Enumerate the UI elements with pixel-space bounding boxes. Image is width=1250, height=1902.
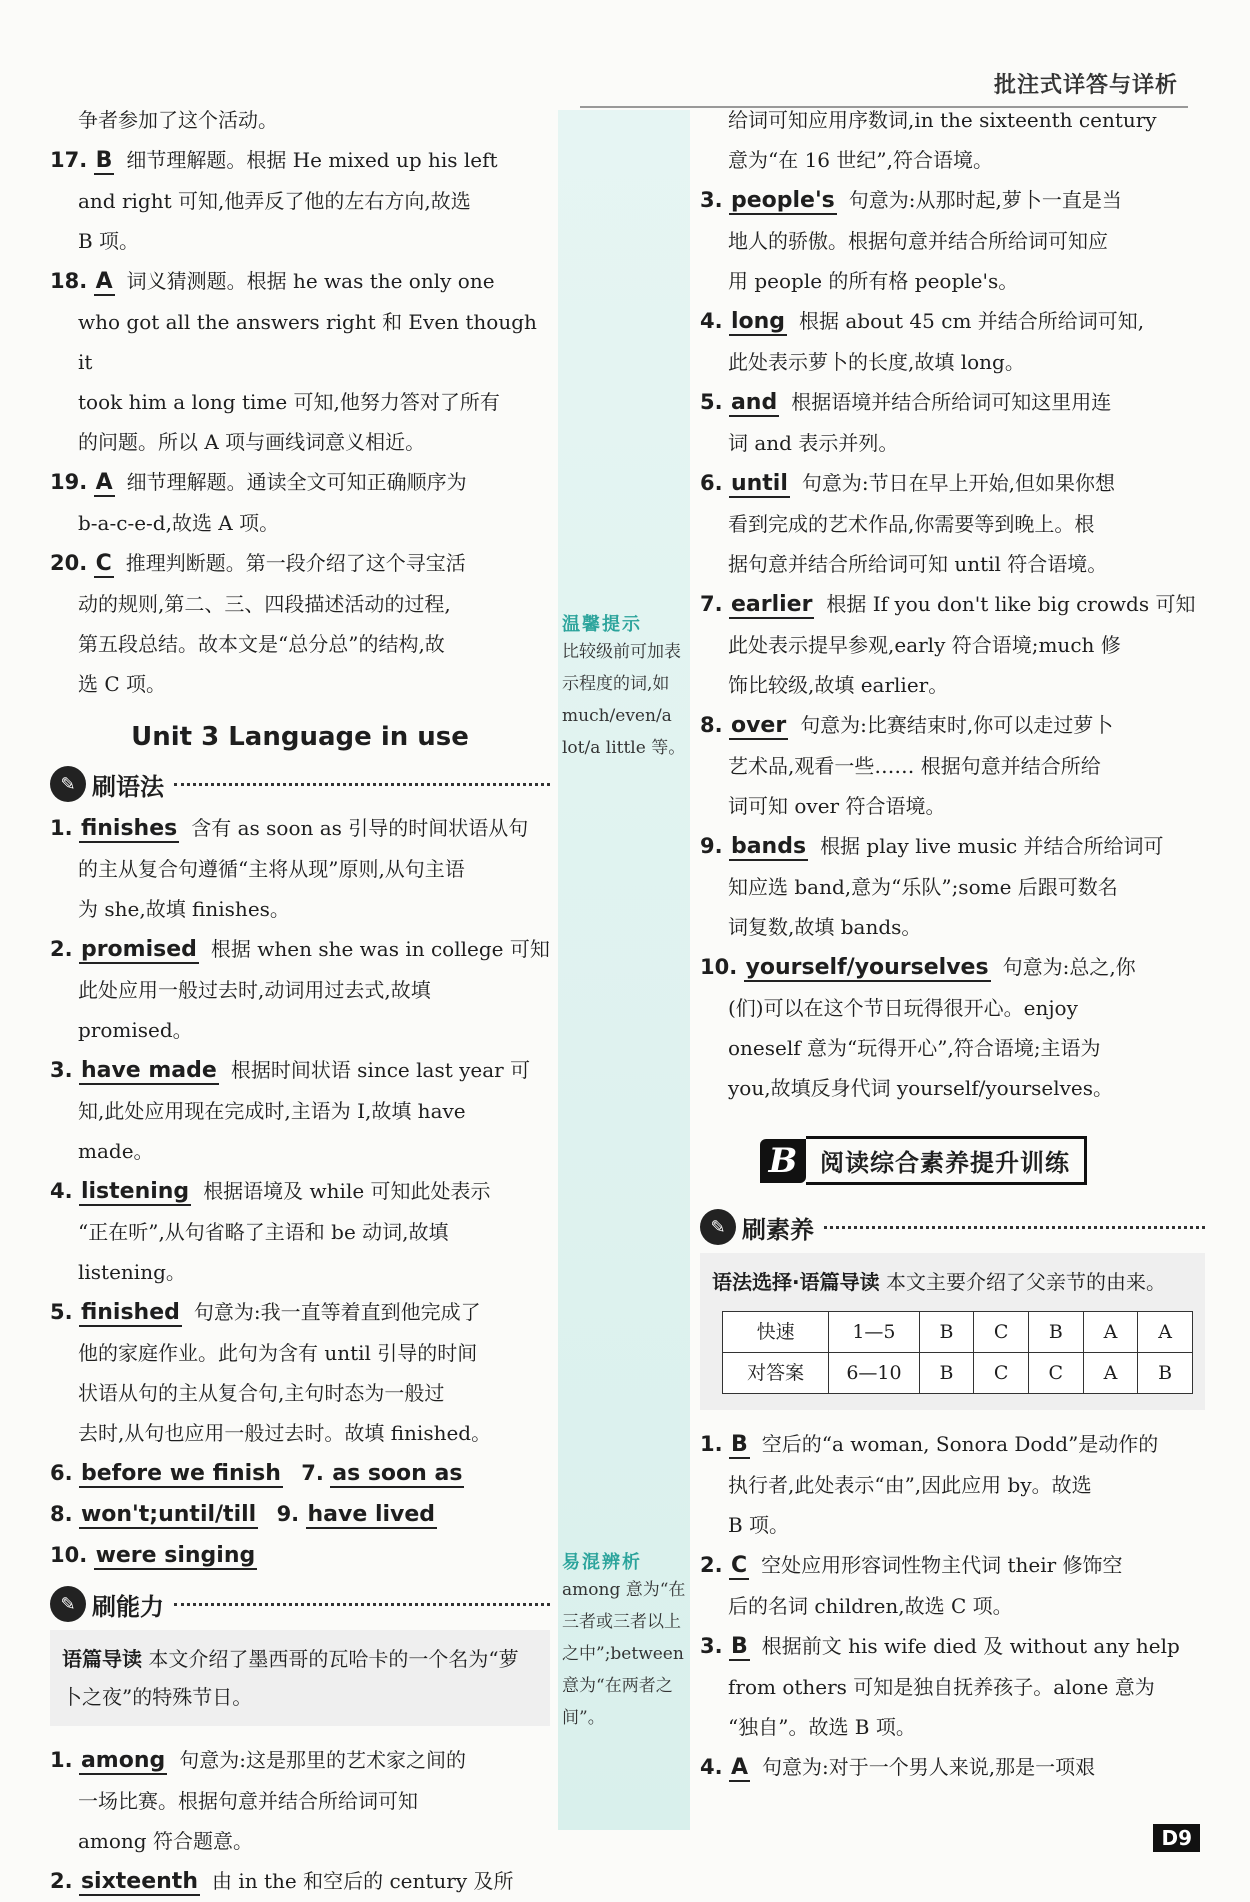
answer: have lived: [307, 1502, 436, 1527]
table-cell: B: [1138, 1353, 1193, 1394]
answer-item-line: [700, 1586, 1205, 1626]
item-number: 3.: [700, 1634, 723, 1658]
intro-line: 意为“在 16 世纪”,符合语境。: [728, 148, 993, 172]
table-cell: C: [974, 1312, 1029, 1353]
explanation-text: 句意为:比赛结束时,你可以走过萝卜: [800, 713, 1114, 737]
answer-item-line: [700, 1505, 1205, 1545]
answer-item: [50, 1050, 550, 1091]
item-number: 1.: [50, 1748, 73, 1772]
table-cell: B: [919, 1353, 974, 1394]
explanation-text: 的问题。所以 A 项与画线词意义相近。: [78, 430, 426, 454]
answer-item-line: [700, 1028, 1205, 1068]
quick-answer-table: [722, 1311, 1193, 1394]
section-header-literacy: [700, 1209, 1205, 1245]
explanation-text: 选 C 项。: [78, 672, 167, 696]
answer-item-line: [700, 665, 1205, 705]
page-number: D9: [1153, 1824, 1200, 1852]
explanation-text: 此处表示萝卜的长度,故填 long。: [728, 350, 1025, 374]
item-number: 4.: [50, 1179, 73, 1203]
table-cell: B: [919, 1312, 974, 1353]
section-label: 刷素养: [742, 1215, 814, 1244]
answer-item: [50, 462, 550, 503]
answer-item-line: [50, 664, 550, 704]
answer-item-line: [50, 221, 550, 261]
answer-item: [700, 180, 1205, 221]
explanation-text: 根据 when she was in college 可知: [210, 937, 550, 961]
explanation-text: 由 in the 和空后的 century 及所: [211, 1869, 514, 1893]
answer-list-grammar-cont: [700, 180, 1205, 1108]
intro-line: 争者参加了这个活动。: [78, 108, 278, 132]
answer-item-line: [50, 302, 550, 382]
intro-lines: [700, 100, 1205, 180]
explanation-text: 第五段总结。故本文是“总分总”的结构,故: [78, 632, 445, 656]
guide-label: 语法选择·语篇导读: [712, 1270, 880, 1294]
tip-text: among 意为“在三者或三者以上之中”;between 意为“在两者之间”。: [562, 1580, 686, 1728]
answer-item: [50, 1171, 550, 1212]
answer-list-ability: [50, 1740, 550, 1902]
explanation-text: b-a-c-e-d,故选 A 项。: [78, 511, 280, 535]
answer-item-line: [50, 1781, 550, 1821]
section-label: 刷能力: [92, 1592, 164, 1621]
explanation-text: you,故填反身代词 yourself/yourselves。: [728, 1076, 1114, 1100]
explanation-text: from others 可知是独自抚养孩子。alone 意为: [728, 1675, 1155, 1699]
explanation-text: 含有 as soon as 引导的时间状语从句: [191, 816, 529, 840]
explanation-text: 根据时间状语 since last year 可: [230, 1058, 531, 1082]
answer: over: [730, 713, 787, 738]
answer: among: [80, 1748, 166, 1773]
explanation-text: B 项。: [78, 229, 140, 253]
answer-item-line: [50, 1413, 550, 1453]
table-range: 6—10: [829, 1353, 919, 1394]
item-number: 5.: [700, 390, 723, 414]
section-header-grammar: [50, 766, 550, 802]
item-number: 8.: [700, 713, 723, 737]
answer-item-line: [700, 1667, 1205, 1707]
answer: C: [730, 1553, 748, 1578]
answer-item: [700, 584, 1205, 625]
answer-item: [700, 1747, 1205, 1788]
item-number: 10.: [50, 1543, 88, 1567]
answer-item: [50, 1740, 550, 1781]
answer-item-line: [50, 503, 550, 543]
explanation-text: 根据语境及 while 可知此处表示: [203, 1179, 491, 1203]
answer-item-line: [700, 221, 1205, 261]
explanation-text: made。: [78, 1139, 154, 1163]
answer-item-line: [50, 584, 550, 624]
answer-list-reading: [50, 140, 550, 704]
answer-item-line: [50, 1131, 550, 1171]
explanation-text: 细节理解题。根据 He mixed up his left: [126, 148, 498, 172]
answer: long: [730, 309, 786, 334]
tip-text: 比较级前可加表示程度的词,如 much/even/a lot/a little 等。: [562, 642, 686, 758]
answer-item-line: [700, 1465, 1205, 1505]
answer-list-grammar: [50, 808, 550, 1453]
explanation-text: among 符合题意。: [78, 1829, 253, 1853]
answer-item-line: [700, 261, 1205, 301]
left-column: [50, 100, 550, 1902]
answer-item: [50, 929, 550, 970]
answer-item-line: [50, 1333, 550, 1373]
table-cell: A: [1083, 1312, 1138, 1353]
explanation-text: 根据语境并结合所给词可知这里用连: [791, 390, 1112, 414]
explanation-text: 词可知 over 符合语境。: [728, 794, 946, 818]
short-answer-row: [50, 1494, 550, 1535]
answer-item: [700, 382, 1205, 423]
item-number: 9.: [700, 834, 723, 858]
answer-list-literacy: [700, 1424, 1205, 1788]
section-banner: [760, 1136, 1205, 1185]
item-number: 7.: [301, 1461, 324, 1485]
explanation-text: 句意为:我一直等着直到他完成了: [193, 1300, 481, 1324]
tip-title: 易混辨析: [562, 1552, 642, 1573]
explanation-text: 根据 about 45 cm 并结合所给词可知,: [799, 309, 1145, 333]
explanation-text: “正在听”,从句省略了主语和 be 动词,故填: [78, 1220, 449, 1244]
intro-line: 给词可知应用序数词,in the sixteenth century: [728, 108, 1157, 132]
reading-guide: [700, 1253, 1205, 1410]
answer-item-line: [50, 849, 550, 889]
answer: listening: [80, 1179, 190, 1204]
answer: earlier: [730, 592, 813, 617]
answer-item-line: [50, 889, 550, 929]
explanation-text: 状语从句的主从复合句,主句时态为一般过: [78, 1381, 445, 1405]
answer-item-line: [50, 1821, 550, 1861]
explanation-text: 据句意并结合所给词可知 until 符合语境。: [728, 552, 1108, 576]
explanation-text: took him a long time 可知,他努力答对了所有: [78, 390, 500, 414]
answer-item-line: [700, 423, 1205, 463]
answer-item-line: [700, 625, 1205, 665]
explanation-text: oneself 意为“玩得开心”,符合语境;主语为: [728, 1036, 1101, 1060]
answer: finishes: [80, 816, 178, 841]
explanation-text: 词复数,故填 bands。: [728, 915, 922, 939]
answer-item: [700, 705, 1205, 746]
pen-icon: ✎: [50, 1586, 86, 1622]
answer-item-line: [700, 867, 1205, 907]
explanation-text: 句意为:从那时起,萝卜一直是当: [848, 188, 1122, 212]
answer-item: [50, 140, 550, 181]
short-answer-row: [50, 1453, 550, 1494]
answer: finished: [80, 1300, 180, 1325]
explanation-text: 后的名词 children,故选 C 项。: [728, 1594, 1013, 1618]
item-number: 8.: [50, 1502, 73, 1526]
answer: and: [730, 390, 778, 415]
item-number: 1.: [700, 1432, 723, 1456]
answer-item: [700, 1424, 1205, 1465]
tip-box-warm-reminder: [562, 610, 687, 764]
item-number: 2.: [50, 937, 73, 961]
dotted-rule: [824, 1226, 1205, 1229]
answer: A: [95, 269, 113, 294]
item-number: 3.: [700, 188, 723, 212]
page-header-title: 批注式详答与详析: [993, 73, 1178, 98]
answer: B: [730, 1432, 748, 1457]
item-number: 3.: [50, 1058, 73, 1082]
answer: people's: [730, 188, 835, 213]
table-label: 快速: [723, 1312, 829, 1353]
explanation-text: 句意为:这是那里的艺术家之间的: [179, 1748, 466, 1772]
answer-item-line: [700, 504, 1205, 544]
explanation-text: 根据 play live music 并结合所给词可: [820, 834, 1164, 858]
item-number: 18.: [50, 269, 88, 293]
explanation-text: 地人的骄傲。根据句意并结合所给词可知应: [728, 229, 1108, 253]
answer: A: [95, 470, 113, 495]
answer-item-line: [700, 544, 1205, 584]
answer-item: [50, 261, 550, 302]
answer-item-line: [700, 342, 1205, 382]
answer: A: [730, 1755, 748, 1780]
section-label: 刷语法: [92, 772, 164, 801]
dotted-rule: [174, 1603, 550, 1606]
item-number: 19.: [50, 470, 88, 494]
answer-item: [50, 1292, 550, 1333]
explanation-text: 根据 If you don't like big crowds 可知: [826, 592, 1196, 616]
answer-item-line: [50, 624, 550, 664]
explanation-text: (们)可以在这个节日玩得很开心。enjoy: [728, 996, 1078, 1020]
explanation-text: 执行者,此处表示“由”,因此应用 by。故选: [728, 1473, 1092, 1497]
short-answer-row: [50, 1535, 550, 1576]
banner-text: 阅读综合素养提升训练: [806, 1136, 1087, 1185]
answer-item-line: [700, 907, 1205, 947]
unit-title: Unit 3 Language in use: [131, 722, 469, 752]
answer-item-line: [50, 1091, 550, 1131]
guide-text: 本文介绍了墨西哥的瓦哈卡的一个名为“萝卜之夜”的特殊节日。: [62, 1647, 519, 1709]
explanation-text: 句意为:总之,你: [1002, 955, 1136, 979]
answer-item-line: [700, 1707, 1205, 1747]
explanation-text: 空后的“a woman, Sonora Dodd”是动作的: [761, 1432, 1159, 1456]
right-column: [700, 100, 1205, 1788]
guide-text: 本文主要介绍了父亲节的由来。: [885, 1270, 1166, 1294]
table-label: 对答案: [723, 1353, 829, 1394]
pen-icon: ✎: [700, 1209, 736, 1245]
answer-item-line: [50, 1010, 550, 1050]
explanation-text: 此处表示提早参观,early 符合语境;much 修: [728, 633, 1121, 657]
explanation-text: 细节理解题。通读全文可知正确顺序为: [126, 470, 467, 494]
answer: B: [95, 148, 113, 173]
answer-item: [700, 301, 1205, 342]
explanation-text: 知,此处应用现在完成时,主语为 I,故填 have: [78, 1099, 466, 1123]
item-number: 6.: [700, 471, 723, 495]
explanation-text: B 项。: [728, 1513, 790, 1537]
table-cell: C: [974, 1353, 1029, 1394]
answer: were singing: [95, 1543, 256, 1568]
pen-icon: ✎: [50, 766, 86, 802]
answer-item-line: [50, 1252, 550, 1292]
answer: bands: [730, 834, 807, 859]
explanation-text: 词 and 表示并列。: [728, 431, 899, 455]
tip-title: 温馨提示: [562, 614, 642, 635]
table-range: 1—5: [829, 1312, 919, 1353]
explanation-text: 空处应用形容词性物主代词 their 修饰空: [761, 1553, 1123, 1577]
answer: sixteenth: [80, 1869, 198, 1894]
answer-item-line: [50, 181, 550, 221]
answer-item: [700, 947, 1205, 988]
item-number: 5.: [50, 1300, 73, 1324]
answer: yourself/yourselves: [745, 955, 989, 980]
explanation-text: 动的规则,第二、三、四段描述活动的过程,: [78, 592, 451, 616]
item-number: 10.: [700, 955, 738, 979]
explanation-text: 为 she,故填 finishes。: [78, 897, 290, 921]
section-header-ability: [50, 1586, 550, 1622]
explanation-text: 此处应用一般过去时,动词用过去式,故填: [78, 978, 431, 1002]
answer-item: [700, 1545, 1205, 1586]
explanation-text: 一场比赛。根据句意并结合所给词可知: [78, 1789, 418, 1813]
answer-item: [50, 808, 550, 849]
explanation-text: 看到完成的艺术作品,你需要等到晚上。根: [728, 512, 1095, 536]
item-number: 20.: [50, 551, 88, 575]
answer-item-line: [700, 786, 1205, 826]
explanation-text: promised。: [78, 1018, 193, 1042]
dotted-rule: [174, 783, 550, 786]
banner-badge: B: [760, 1139, 806, 1183]
item-number: 9.: [276, 1502, 300, 1526]
explanation-text: 知应选 band,意为“乐队”;some 后跟可数名: [728, 875, 1118, 899]
explanation-text: 用 people 的所有格 people's。: [728, 269, 1019, 293]
explanation-text: 饰比较级,故填 earlier。: [728, 673, 949, 697]
item-number: 4.: [700, 309, 723, 333]
item-number: 4.: [700, 1755, 723, 1779]
explanation-text: 句意为:节日在早上开始,但如果你想: [801, 471, 1115, 495]
answer: before we finish: [80, 1461, 281, 1486]
answer-item: [700, 826, 1205, 867]
explanation-text: who got all the answers right 和 Even though it: [78, 310, 537, 374]
explanation-text: 句意为:对于一个男人来说,那是一项艰: [761, 1755, 1096, 1779]
table-cell: B: [1028, 1312, 1083, 1353]
answer-item: [700, 1626, 1205, 1667]
explanation-text: 去时,从句也应用一般过去时。故填 finished。: [78, 1421, 492, 1445]
answer-item-line: [50, 422, 550, 462]
answer: B: [730, 1634, 748, 1659]
answer: have made: [80, 1058, 217, 1083]
answer-item: [700, 463, 1205, 504]
explanation-text: 根据前文 his wife died 及 without any help: [761, 1634, 1180, 1658]
table-cell: A: [1138, 1312, 1193, 1353]
answer-item-line: [50, 382, 550, 422]
guide-label: 语篇导读: [62, 1647, 142, 1671]
explanation-text: and right 可知,他弄反了他的左右方向,故选: [78, 189, 471, 213]
answer-item-line: [700, 1068, 1205, 1108]
answer: promised: [80, 937, 197, 962]
answer: won't;until/till: [80, 1502, 257, 1527]
item-number: 2.: [50, 1869, 73, 1893]
item-number: 2.: [700, 1553, 723, 1577]
table-cell: A: [1083, 1353, 1138, 1394]
answer: as soon as: [332, 1461, 463, 1486]
explanation-text: listening。: [78, 1260, 186, 1284]
answer-item-line: [50, 1373, 550, 1413]
answer-item-line: [700, 988, 1205, 1028]
answer-item: [50, 543, 550, 584]
answer: until: [730, 471, 788, 496]
item-number: 1.: [50, 816, 73, 840]
item-number: 7.: [700, 592, 723, 616]
tip-box-confusables: [562, 1548, 687, 1734]
explanation-text: 词义猜测题。根据 he was the only one: [126, 269, 495, 293]
answer-item-line: [50, 970, 550, 1010]
answer-item-line: [50, 1212, 550, 1252]
reading-guide: [50, 1630, 550, 1726]
table-cell: C: [1028, 1353, 1083, 1394]
answer-item-line: [700, 746, 1205, 786]
item-number: 6.: [50, 1461, 73, 1485]
explanation-text: 的主从复合句遵循“主将从现”原则,从句主语: [78, 857, 465, 881]
answer: C: [95, 551, 112, 576]
item-number: 17.: [50, 148, 88, 172]
explanation-text: “独自”。故选 B 项。: [728, 1715, 916, 1739]
explanation-text: 推理判断题。第一段介绍了这个寻宝活: [125, 551, 466, 575]
explanation-text: 艺术品,观看一些…… 根据句意并结合所给: [728, 754, 1101, 778]
explanation-text: 他的家庭作业。此句为含有 until 引导的时间: [78, 1341, 478, 1365]
